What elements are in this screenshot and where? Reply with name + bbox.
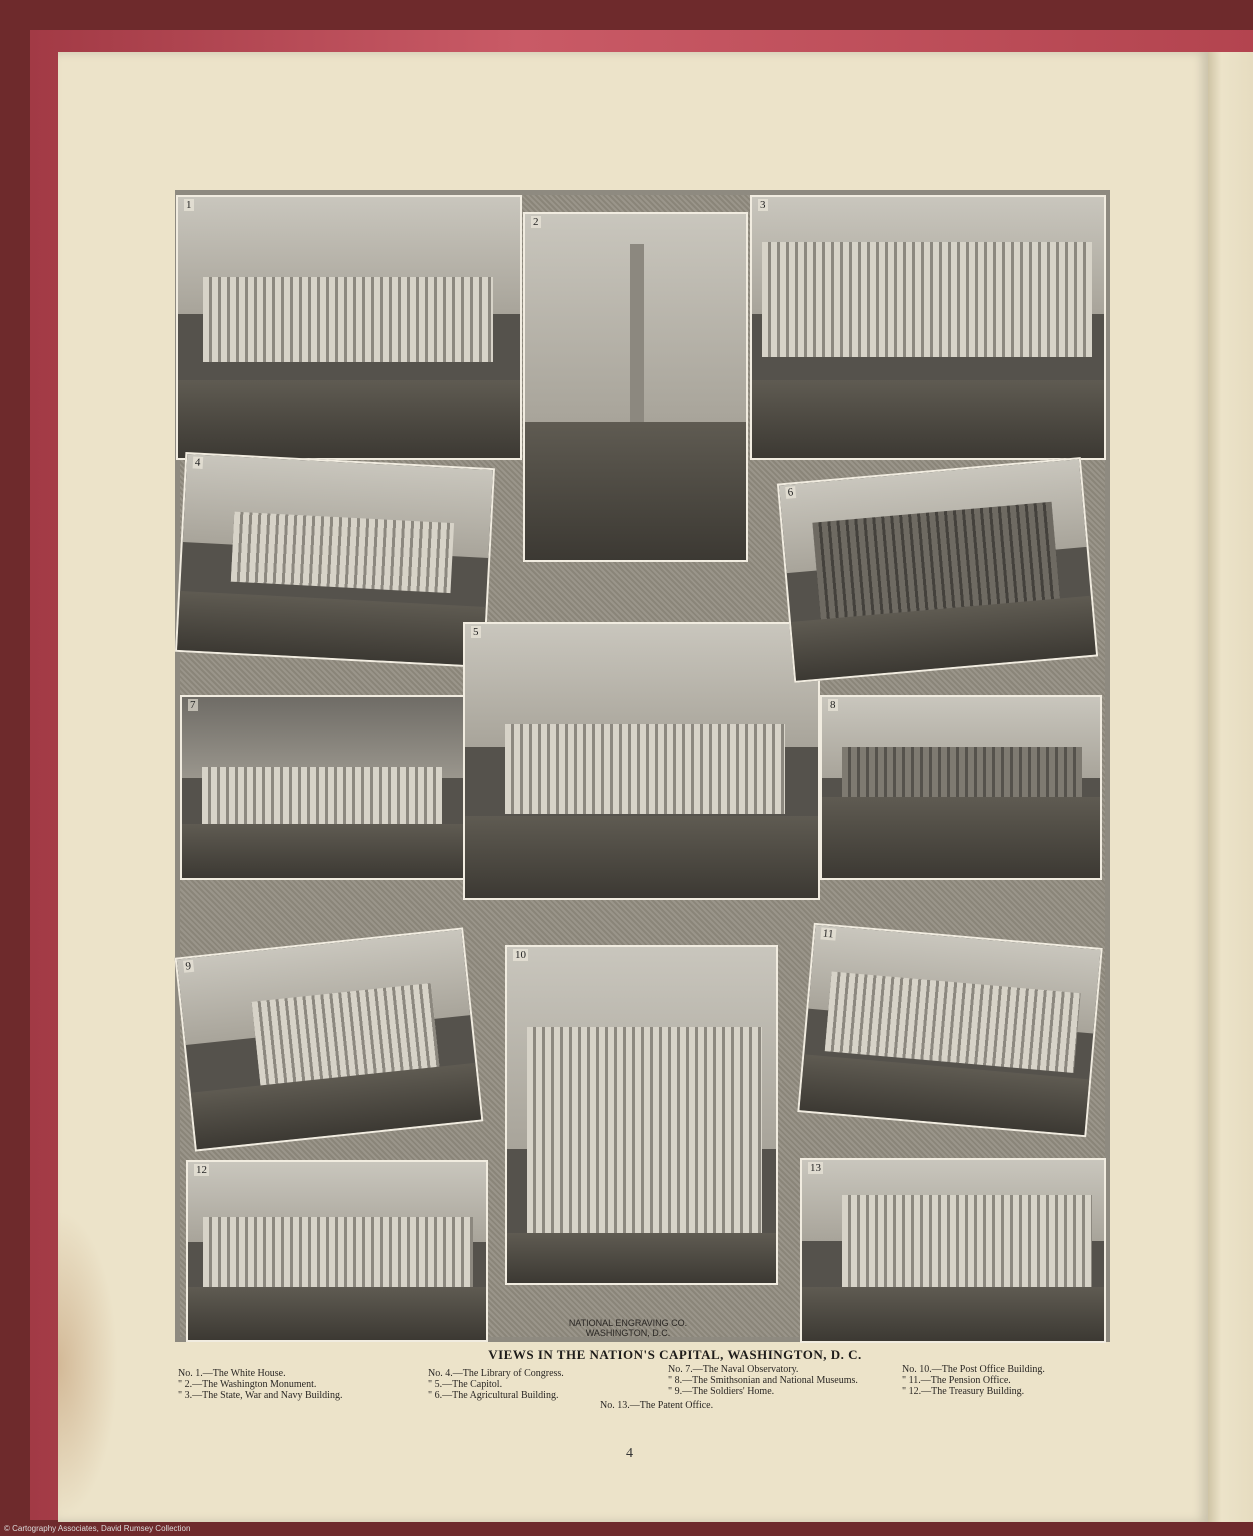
legend-item: " 8.—The Smithsonian and National Museums. bbox=[668, 1375, 858, 1386]
photo-number: 7 bbox=[190, 699, 196, 711]
photo-11 bbox=[797, 923, 1102, 1138]
legend-item: No. 1.—The White House. bbox=[178, 1368, 286, 1379]
photo-6 bbox=[777, 457, 1098, 683]
photo-number: 2 bbox=[533, 216, 539, 228]
photo-number: 1 bbox=[186, 199, 192, 211]
photo-1 bbox=[176, 195, 522, 460]
photo-4 bbox=[175, 452, 495, 668]
photo-5 bbox=[463, 622, 820, 900]
photo-number: 13 bbox=[810, 1162, 821, 1174]
page-edge bbox=[1208, 52, 1253, 1522]
photo-number: 8 bbox=[830, 699, 836, 711]
legend-item: " 12.—The Treasury Building. bbox=[902, 1386, 1025, 1397]
photo-7 bbox=[180, 695, 465, 880]
page-number: 4 bbox=[626, 1446, 633, 1461]
photo-10 bbox=[505, 945, 778, 1285]
photo-number: 10 bbox=[515, 949, 526, 961]
photo-8 bbox=[820, 695, 1102, 880]
legend-item: No. 4.—The Library of Congress. bbox=[428, 1368, 564, 1379]
legend-item: " 11.—The Pension Office. bbox=[902, 1375, 1011, 1386]
legend-col-4 bbox=[902, 1364, 1045, 1397]
legend-item: " 9.—The Soldiers' Home. bbox=[668, 1386, 775, 1397]
imprint-line-1: NATIONAL ENGRAVING CO. bbox=[568, 1318, 688, 1328]
photo-3 bbox=[750, 195, 1106, 460]
legend-col-1 bbox=[178, 1368, 342, 1401]
legend-item: " 5.—The Capitol. bbox=[428, 1379, 503, 1390]
photo-number: 6 bbox=[787, 486, 794, 499]
legend-col-2 bbox=[428, 1368, 564, 1401]
photo-13 bbox=[800, 1158, 1106, 1343]
legend-item: " 6.—The Agricultural Building. bbox=[428, 1390, 559, 1401]
photo-number: 3 bbox=[760, 199, 766, 211]
photo-number: 9 bbox=[184, 960, 192, 973]
engraver-imprint bbox=[568, 1318, 688, 1338]
legend-item: " 2.—The Washington Monument. bbox=[178, 1379, 317, 1390]
photo-number: 5 bbox=[473, 626, 479, 638]
legend-item: " 3.—The State, War and Navy Building. bbox=[178, 1390, 343, 1401]
photo-number: 12 bbox=[196, 1164, 207, 1176]
photo-number: 4 bbox=[194, 456, 201, 469]
photo-number: 11 bbox=[822, 927, 834, 941]
photo-9 bbox=[175, 927, 484, 1151]
legend-col-3 bbox=[668, 1364, 858, 1397]
legend-item: No. 7.—The Naval Observatory. bbox=[668, 1364, 799, 1375]
legend-item: No. 10.—The Post Office Building. bbox=[902, 1364, 1045, 1375]
page-stain bbox=[58, 1210, 118, 1520]
photo-12 bbox=[186, 1160, 488, 1342]
imprint-line-2: WASHINGTON, D.C. bbox=[585, 1328, 671, 1338]
plate-title: VIEWS IN THE NATION'S CAPITAL, WASHINGTON, D. C. bbox=[488, 1347, 862, 1362]
photo-2 bbox=[523, 212, 748, 562]
credit-line: © Cartography Associates, David Rumsey Collection bbox=[4, 1524, 191, 1533]
legend-last: No. 13.—The Patent Office. bbox=[600, 1400, 714, 1411]
